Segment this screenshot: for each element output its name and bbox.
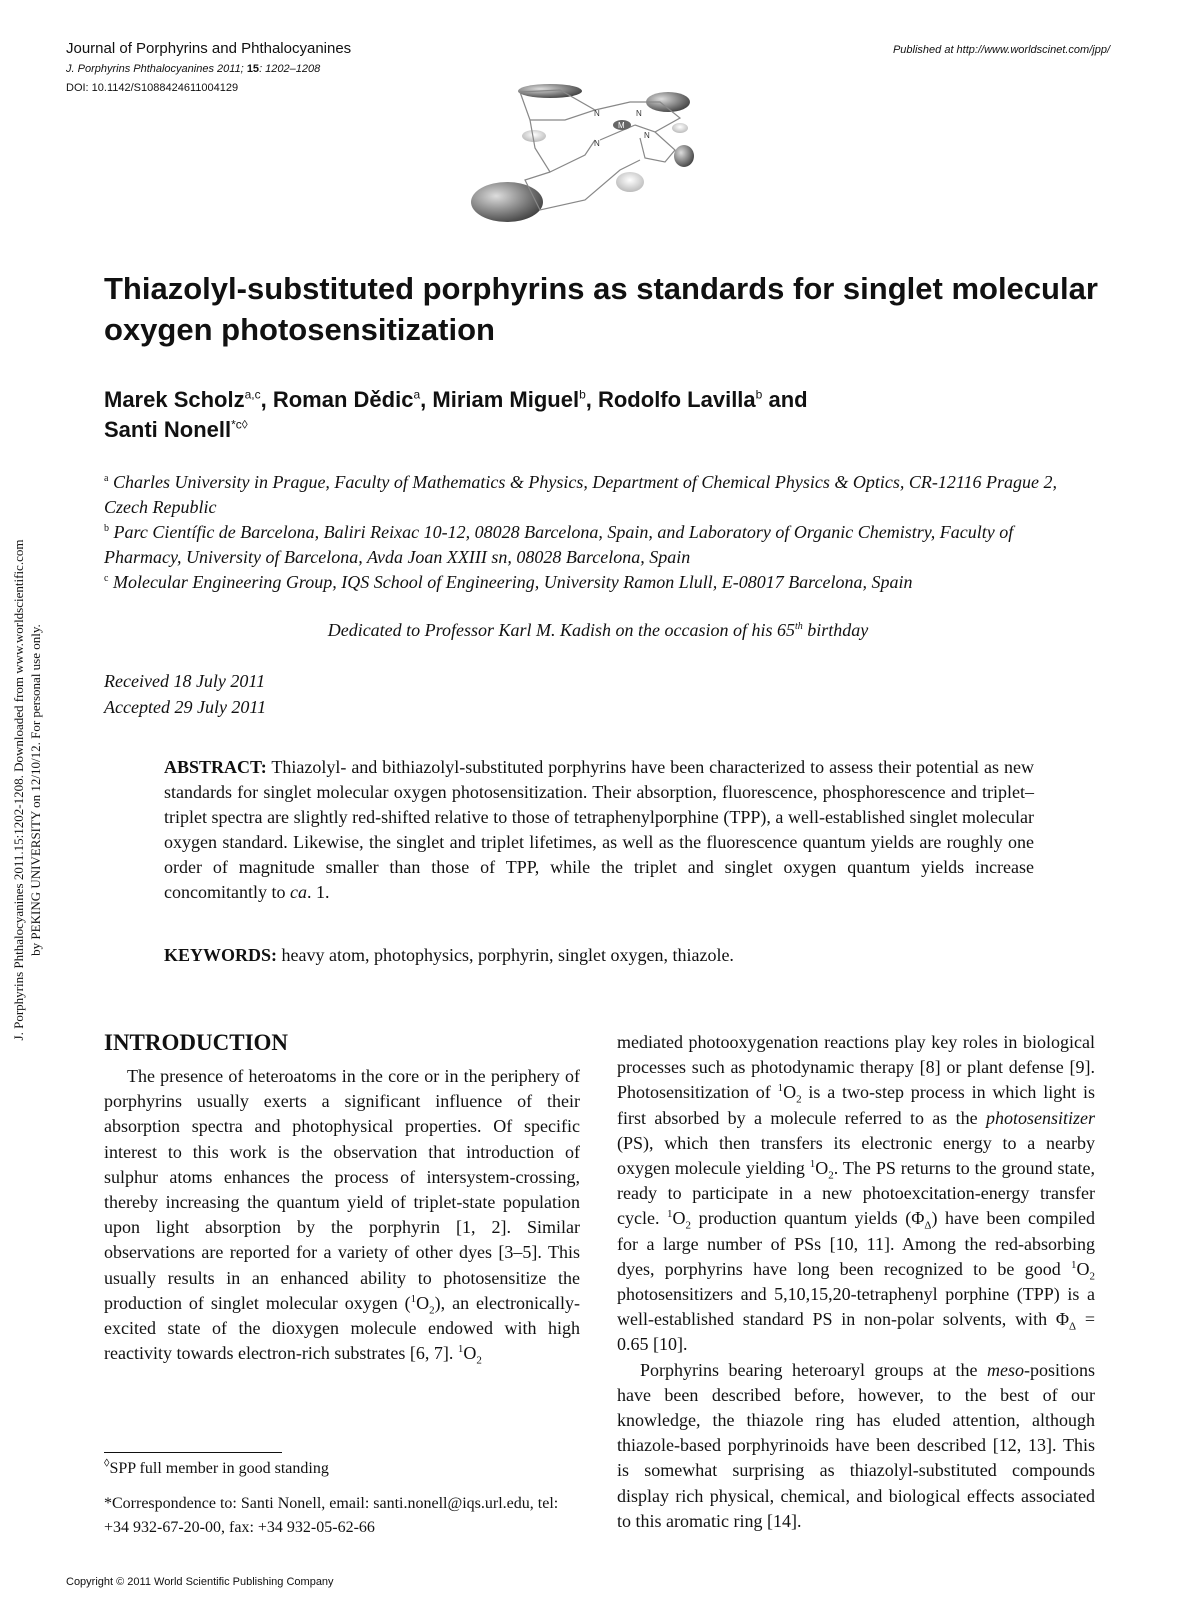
logo-n-label-3: N	[594, 139, 600, 148]
intro-paragraph-1: The presence of heteroatoms in the core or in the periphery of porphyrins usually exerts a significant influence of their absorption spectra and photophysical properties. Of specific interest to this work is the observation that introduction of sulphur atoms enhances the process of intersystem-crossing, thereby increasing the quantum yield of triplet-state population upon light absorption by the porphyrin [1, 2]. Similar observations are reported for a variety of other dyes [3–5]. This usually results in an enhanced ability to photosensitize the production of singlet molecular oxygen $(^1O_2)$, an electronically-excited state of the dioxygen molecule endowed with high reactivity towards electron-rich substrates [6, 7]. $^1O_2$	[104, 1066, 580, 1367]
abstract: ABSTRACT: Thiazolyl- and bithiazolyl-substituted porphyrins have been characterized to assess their potential as new standards for singlet molecular oxygen photosensitization. Their absorption, fluorescence, phosphorescence and triplet–triplet spectra are slightly red-shifted relative to those of tetraphenylporphine (TPP), a well-established singlet molecular oxygen standard. Likewise, the singlet and triplet lifetimes, as well as the fluorescence quantum yields are roughly one order of magnitude smaller than those of TPP, while the triplet and singlet oxygen quantum yields increase concomitantly to ca. 1.	[164, 757, 1034, 902]
author: Santi Nonell$^{*c◊}$	[104, 417, 248, 442]
paper-title: Thiazolyl-substituted porphyrins as standards for singlet molecular oxygen photosensitization	[104, 271, 1098, 347]
footnote-divider	[104, 1452, 282, 1453]
porphyrin-logo-icon	[470, 80, 730, 240]
logo-m-label: M	[618, 121, 625, 130]
accepted-date: Accepted 29 July 2011	[104, 697, 267, 717]
affiliation: $^b$ Parc Científic de Barcelona, Baliri Reixac 10-12, 08028 Barcelona, Spain, and Laboratory of Organic Chemistry, Faculty of Pharmacy, University of Barcelona, Avda Joan XXIII sn, 08028 Barcelona, Spain	[104, 522, 1014, 567]
doi: DOI: 10.1142/S1088424611004129	[66, 82, 239, 94]
right-column	[617, 1030, 1095, 1534]
section-heading-introduction: INTRODUCTION	[104, 1030, 289, 1055]
cite-journal: J. Porphyrins Phthalocyanines	[66, 63, 214, 75]
download-side-note: J. Porphyrins Phthalocyanines 2011.15:1202-1208. Downloaded from www.worldscientific.com by PEKING UNIVERSITY on 12/10/12. For personal use only.	[11, 539, 43, 1041]
keywords: KEYWORDS: heavy atom, photophysics, porphyrin, singlet oxygen, thiazole.	[164, 945, 734, 965]
author-list	[104, 385, 1104, 445]
logo-n-label-1: N	[594, 109, 600, 118]
cite-year: 2011;	[217, 63, 244, 75]
affiliations	[104, 470, 1084, 595]
intro-paragraph-2: Porphyrins bearing heteroaryl groups at the meso-positions have been described before, however, to the best of our knowledge, the thiazole ring has eluded attention, although thiazole-based porphyrinoids have been described [12, 13]. This is somewhat surprising as thiazolyl-substituted compounds display rich physical, chemical, and biological effects associated to this aromatic ring [14].	[617, 1359, 1095, 1531]
dates	[104, 668, 266, 720]
footnote-correspondence: *Correspondence to: Santi Nonell, email: santi.nonell@iqs.url.edu, tel: +34 932-67-20-00, fax: +34 932-05-62-66	[104, 1495, 559, 1536]
left-column	[104, 1030, 580, 1366]
journal-name: Journal of Porphyrins and Phthalocyanines	[66, 40, 352, 57]
affiliation: $^a$ Charles University in Prague, Faculty of Mathematics & Physics, Department of Chemical Physics & Optics, CR-12116 Prague 2, Czech Republic	[104, 472, 1057, 517]
cite-pages: : 1202–1208	[259, 63, 321, 75]
copyright: Copyright © 2011 World Scientific Publishing Company	[66, 1576, 334, 1588]
author: Miriam Miguel$^b$,	[432, 387, 598, 412]
intro-paragraph-1-cont: mediated photooxygenation reactions play key roles in biological processes such as photodynamic therapy [8] or plant defense [9]. Photosensitization of $^1O_2$ is a two-step process in which light is first absorbed by a molecule referred to as the photosensitizer (PS), which then transfers its electronic energy to a nearby oxygen molecule yielding $^1O_2$. The PS returns to the ground state, ready to participate in a new photoexcitation-energy transfer cycle. $^1O_2$ production quantum yields $(\Phi_\Delta)$ have been compiled for a large number of PSs [10, 11]. Among the red-absorbing dyes, porphyrins have long been recognized to be good $^1O_2$ photosensitizers and 5,10,15,20-tetraphenyl porphine (TPP) is a well-established standard PS in non-polar solvents, with $\Phi_\Delta = 0.65$ [10].	[617, 1032, 1096, 1355]
logo-n-label-4: N	[644, 131, 650, 140]
logo-n-label-2: N	[636, 109, 642, 118]
footnote-spp: ◊SPP full member in good standing	[104, 1457, 329, 1477]
author: Roman Dědic$^a$,	[272, 387, 433, 412]
abstract-label: ABSTRACT:	[164, 757, 267, 777]
published-url[interactable]: Published at http://www.worldscinet.com/jpp/	[892, 44, 1110, 56]
dedication: Dedicated to Professor Karl M. Kadish on the occasion of his 65th birthday	[327, 620, 869, 640]
author: Marek Scholz$^{a,c}$,	[104, 387, 273, 412]
keywords-label: KEYWORDS:	[164, 945, 278, 965]
received-date: Received 18 July 2011	[104, 671, 266, 691]
affiliation: $^c$ Molecular Engineering Group, IQS School of Engineering, University Ramon Llull, E-08017 Barcelona, Spain	[104, 572, 913, 592]
journal-citation	[66, 63, 320, 75]
cite-volume: 15	[246, 63, 260, 75]
author: Rodolfo Lavilla$^b$ and	[597, 387, 808, 412]
